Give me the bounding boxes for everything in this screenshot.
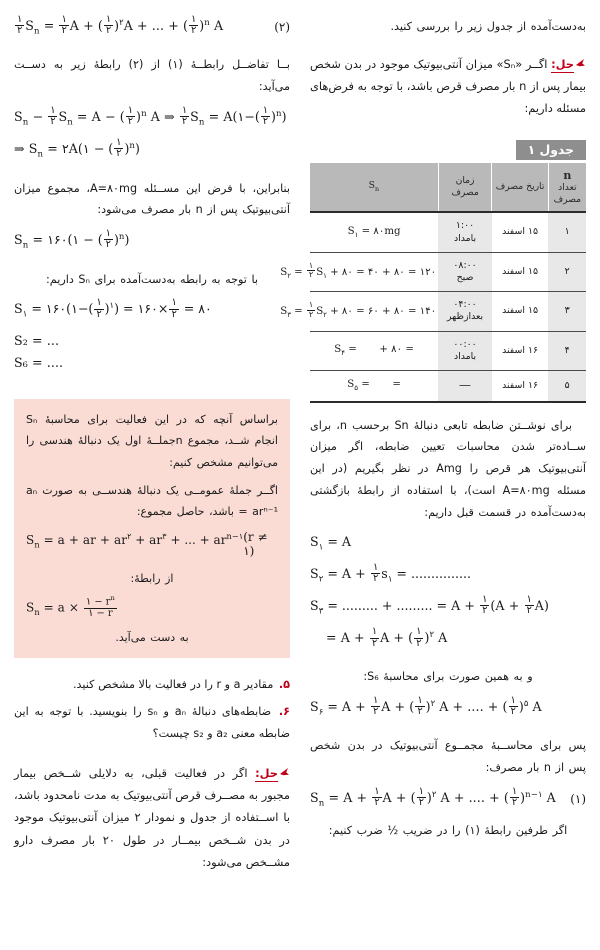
equation-1-tag: (۱)	[570, 791, 586, 806]
cell-n: ۵	[548, 371, 586, 402]
question-text: ضابطه‌های دنبالهٔ aₙ و sₙ را بنویسید. با توجه به این ضابطه معنی a₂ و s₂ چیست؟	[14, 705, 290, 741]
similarly-paragraph: و به همین صورت برای محاسبهٔ S₆:	[363, 669, 533, 683]
cell-time-period: بامداد	[453, 232, 477, 244]
rule-paragraph: برای نوشــتن ضابطه تابعی دنبالهٔ Sn برحسب n، برای ســاده‌تر شدن محاسبات تعیین ضابطه، اگر میزان آنتی‌بیوتیک هر قرص را Amg در نظر بگیریم (در این مسئله A=۸۰mg است)، با استفاده از رابطهٔ بازگشتی به‌دست‌آمده در قسمت قبل داریم:	[310, 418, 586, 520]
equation-2-tag: (۲)	[274, 20, 290, 35]
cell-time-value: ۰۰:۰۰	[453, 338, 477, 350]
left-column	[12, 10, 300, 944]
header-n-label: تعداد مصرف	[553, 182, 582, 205]
cell-time	[438, 212, 492, 252]
solution-text-top: اگــر «Sₙ» میزان آنتی‌بیوتیک موجود در بدن شخص بیمار پس از n بار مصرف قرص باشد، با توجه به فرض‌های مسئله داریم:	[309, 56, 586, 116]
cell-sn: $S_۲$ = $\frac{۱}{۲}$ $S_۱$ + ۸۰ = ۴۰ + ۸۰ = ۱۲۰	[310, 252, 438, 291]
cell-sn: $S_۳$ = $\frac{۱}{۲}$ $S_۲$ + ۸۰ = ۶۰ + ۸۰ = ۱۴۰	[310, 292, 438, 331]
equation-sn-160: $S_n$ = ۱۶۰(۱ − ( $\frac{۱}{۲}$ )$^n$)	[14, 228, 130, 251]
cell-time	[438, 331, 492, 370]
dose-table-body	[280, 212, 586, 401]
table-row	[310, 292, 586, 331]
cell-date: ۱۶ اسفند	[492, 331, 548, 370]
equation-s2-right: $S_۲ = A$ + $\frac{۱}{۲}$ $s_۱$ = ...............	[310, 561, 472, 585]
question-item	[14, 701, 290, 745]
cell-time-period: بعدازظهر	[446, 311, 484, 323]
question-item	[14, 674, 290, 696]
cell-time-value: ۰۸:۰۰	[453, 259, 477, 271]
from-relation-paragraph: از رابطهٔ:	[130, 571, 174, 585]
dose-table	[280, 163, 586, 403]
cell-time-value: ۰۴:۰۰	[453, 299, 477, 311]
header-sn: $S_n$	[310, 163, 438, 213]
difference-paragraph: بــا تفاضــل رابطــهٔ (۱) از (۲) رابطهٔ زیر به دســت می‌آید:	[14, 58, 290, 94]
cell-n: ۲	[548, 252, 586, 291]
equation-1-row	[310, 785, 586, 810]
table-row	[310, 331, 586, 370]
equation-s6-left: S₆ = ....	[14, 354, 64, 370]
cell-sn: $S_۱$ = ۸۰mg	[310, 212, 438, 252]
cell-date: ۱۵ اسفند	[492, 212, 548, 252]
therefore-paragraph: بنابراین، با فرض این مســئله A=۸۰mg، مجموع میزان آنتی‌بیوتیک پس از n بار مصرف می‌شود:	[14, 181, 290, 217]
solution-label-top: حل:	[551, 56, 574, 71]
table-row	[310, 252, 586, 291]
activity-paragraph-1: براساس آنچه که در این فعالیت برای محاسبهٔ Sₙ انجام شــد، مجموع nجملــهٔ اول یک دنبالهٔ هندسی را می‌توانیم مشخص کنیم:	[26, 412, 278, 469]
equation-1: $S_n = A$ + $\frac{۱}{۲}$ A + ( $\frac{۱}{۲}$ )$^۲$ A + .... + ( $\frac{۱}{۲}$ )$^{n-۱}$ A	[310, 785, 556, 809]
table-caption-wrap	[310, 139, 586, 160]
header-time: زمان مصرف	[438, 163, 492, 213]
cell-date: ۱۵ اسفند	[492, 252, 548, 291]
so-paragraph: پس برای محاســبهٔ مجمــوع آنتی‌بیوتیک در بدن شخص پس از n بار مصرف:	[310, 739, 586, 774]
cell-sn: $S_۴$ = + ۸۰ =	[310, 331, 438, 370]
header-n	[548, 163, 586, 213]
solution-arrow-icon	[279, 767, 290, 778]
cell-date: ۱۵ اسفند	[492, 292, 548, 331]
table-row	[310, 212, 586, 252]
multiply-paragraph: اگر طرفین رابطهٔ (۱) را در ضریب ½ ضرب کنیم:	[328, 824, 568, 838]
equation-2-row	[14, 16, 290, 38]
with-regard-paragraph: با توجه به رابطه به‌دست‌آمده برای Sₙ داریم:	[46, 272, 258, 286]
geometric-sum-row	[26, 530, 278, 558]
equation-difference-line1: $S_n$ − $\frac{۱}{۲}$ $S_n = A$ − ( $\frac{۱}{۲}$ )$^n$ A ⇒ $\frac{۱}{۲}$ $S_n$ = A(۱−( $\frac{۱}{۲}$ )$^n$)	[14, 104, 287, 128]
question-number: ۶.	[278, 705, 291, 719]
equation-s2-left: S₂ = ...	[14, 332, 60, 348]
cell-sn: $S_۵$ = =	[310, 371, 438, 402]
solution-label-bottom: حل:	[255, 765, 278, 780]
right-column	[280, 10, 588, 944]
activity-box	[14, 399, 290, 659]
activity-paragraph-2: اگــر جملهٔ عمومــی یک دنبالهٔ هندســی به صورت aₙ = arⁿ⁻¹ باشد، حاصل مجموع:	[26, 483, 278, 519]
cell-time-value: ۱:۰۰	[455, 220, 475, 232]
equation-s3-line1: $S_۳$ = ......... + ......... = A + $\frac{۱}{۲}$ (A + $\frac{۱}{۲}$ A)	[310, 594, 549, 617]
question-number: ۵.	[278, 678, 290, 692]
table-row	[310, 371, 586, 402]
question-text: مقادیر a و r را در فعالیت بالا مشخص کنید.	[73, 678, 274, 692]
solution-block-bottom	[14, 762, 290, 873]
cell-n: ۳	[548, 292, 586, 331]
table-caption: جدول ۱	[516, 140, 586, 160]
cell-date: ۱۶ اسفند	[492, 371, 548, 402]
equation-geometric-condition: (r ≠ ۱)	[243, 529, 268, 558]
equation-2: $\frac{۱}{۲}$ $S_n$ = $\frac{۱}{۲}$ A + ( $\frac{۱}{۲}$ )$^۲$A + ... + ( $\frac{۱}{۲}$ )$^n$ A	[17, 14, 224, 37]
obtained-paragraph: به دست می‌آید.	[115, 631, 189, 644]
equation-s1-right: $S_۱ = A$	[310, 533, 352, 553]
table-header-row	[310, 163, 586, 213]
cell-time	[438, 252, 492, 291]
equation-s1-left: $S_۱$ = ۱۶۰(۱−( $\frac{۱}{۲}$ )$^۱$) = ۱۶۰× $\frac{۱}{۲}$ = ۸۰	[14, 297, 212, 321]
cell-time	[438, 292, 492, 331]
cell-n: ۴	[548, 331, 586, 370]
solution-block-top	[310, 53, 586, 120]
solution-text-bottom: اگر در فعالیت قبلی، به دلایلی شــخص بیمار مجبور به مصــرف قرص آنتی‌بیوتیک به مدت نامحدود باشد، با اســتفاده از جدول و نمودار ۲ میزان آنتی‌بیوتیک موجود در بدن شــخص بیمــار در طول ۲۰ بار مصرف دارو مشــخص می‌شود:	[14, 765, 290, 869]
cell-n: ۱	[548, 212, 586, 252]
cell-time-period: بامداد	[453, 350, 477, 362]
cell-time-period: صبح	[456, 271, 474, 283]
equation-geometric-sum: $S_n = a$ + ar + $ar^۲ + ar^۳$ + ... + $ar^{n-۱}$	[26, 530, 244, 549]
cell-time	[438, 371, 492, 402]
cell-time-value: —	[459, 378, 472, 393]
equation-difference-line2: ⇒ $S_n$ = ۲A(۱ − ( $\frac{۱}{۲}$ )$^n$)	[14, 137, 140, 160]
solution-arrow-icon	[575, 58, 586, 69]
equation-s6-right: $S_۶ = A$ + $\frac{۱}{۲}$ A + ( $\frac{۱}{۲}$ )$^۲$ A + .... + ( $\frac{۱}{۲}$ )$^۵$ A	[310, 694, 542, 718]
header-date: تاریخ مصرف	[492, 163, 548, 213]
equation-s3-line2: = A + $\frac{۱}{۲}$ A + ( $\frac{۱}{۲}$ )$^۲$ A	[326, 626, 448, 649]
equation-geometric-formula: $S_n = a$ × $\frac{۱ - r^n}{۱ - r}$	[26, 594, 115, 619]
header-n-symbol: n	[563, 168, 572, 182]
dose-table-head	[310, 163, 586, 213]
right-intro-paragraph: به‌دست‌آمده از جدول زیر را بررسی کنید.	[390, 20, 586, 33]
